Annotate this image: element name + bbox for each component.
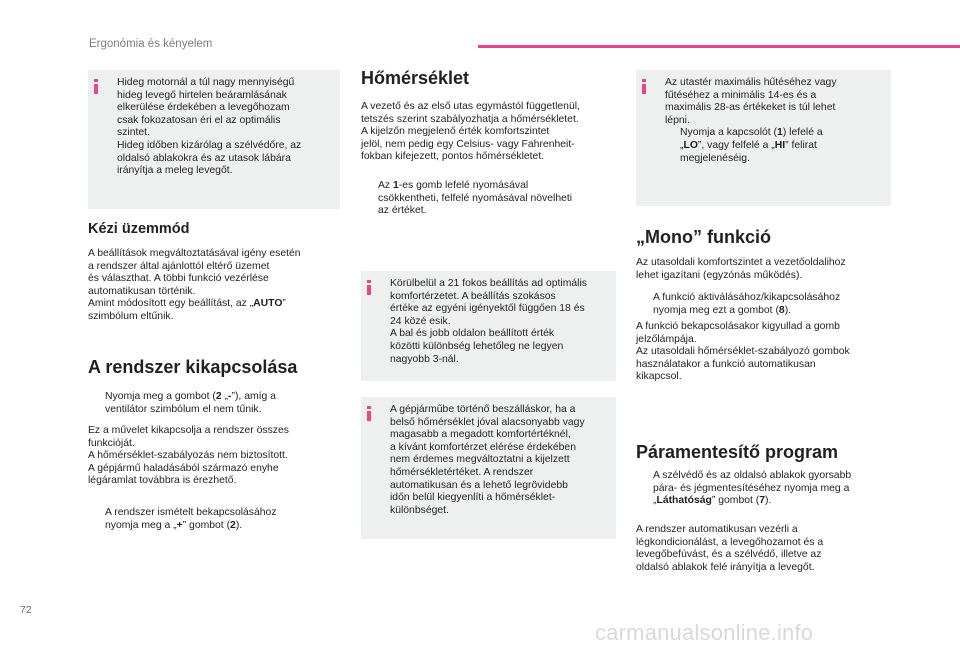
section-heading-system-off: A rendszer kikapcsolása — [88, 357, 298, 377]
info-icon — [367, 406, 371, 421]
bullet-text: Nyomja a kapcsolót (1) lefelé a „LO”, vagy felfelé a „HI” felirat megjelenéséig. — [680, 127, 823, 164]
manual-text-part: A beállítások megváltoztatásával igény esetén a rendszer által ajánlottól eltérő üzemet és választhat. A többi funkció vezérlése automatikusan történik. Amint módosított egy beállítást, az „ — [88, 248, 301, 310]
info-icon — [642, 79, 646, 94]
temperature-text: A vezető és az első utas egymástól függetlenül, tetszés szerint szabályozhatja a hőmérsékletet. A kijelzőn megjelenő érték komfortszintet jelöl, nem pedig egy Celsius- vagy Fahrenheit- fokban kifejezett, pontos hőmérsékletet. — [361, 101, 580, 163]
section-heading-manual-mode: Kézi üzemmód — [88, 221, 190, 237]
manual-mode-text — [88, 248, 348, 324]
info-box-max-cooling — [636, 70, 891, 206]
bullet-text: A szélvédő és az oldalsó ablakok gyorsabb pára- és jégmentesítéséhez nyomja meg a „Láthatóság” gombot (7). — [653, 470, 852, 507]
bullet-text: Az 1-es gomb lefelé nyomásával csökkentheti, felfelé nyomásával növelheti az értéket. — [378, 180, 573, 217]
bullet-text: A funkció aktiválásához/kikapcsolásához nyomja meg ezt a gombot (8). — [653, 292, 841, 316]
info-box-text: Körülbelül a 21 fokos beállítás ad optimális komfortérzetet. A beállítás szokásos értéke az egyéni igényektől függően 18 és 24 közé esik. A bal és jobb oldalon beállított érték közötti különbség lehetőleg ne legyen nagyobb 3-nál. — [390, 278, 587, 365]
bullet-system-off — [88, 391, 348, 416]
info-box-entering-vehicle — [361, 397, 616, 539]
bullet-text: Nyomja meg a gombot (2 „-”), amíg a ventilátor szimbólum el nem tűnik. — [105, 391, 276, 415]
defog-text: A rendszer automatikusan vezérli a légkondicionálást, a levegőhozamot és a levegőbefúvást, és a szélvédő, illetve az oldalsó ablakok felé irányítja a levegőt. — [636, 524, 824, 573]
mono-after-text: A funkció bekapcsolásakor kigyullad a gomb jelzőlámpája. Az utasoldali hőmérséklet-szabályozó gombok használatakor a funkció automatikusan kikapcsol. — [636, 321, 850, 383]
info-icon — [94, 79, 98, 94]
bullet-text: A rendszer ismételt bekapcsolásához nyomja meg a „+” gombot (2). — [105, 507, 277, 531]
bullet-system-on — [88, 507, 348, 532]
mono-text: Az utasoldali komfortszintet a vezetőoldalihoz lehet igazítani (egyzónás működés). — [636, 257, 846, 281]
page-number: 72 — [20, 604, 32, 616]
section-heading-temperature: Hőmérséklet — [361, 68, 470, 88]
section-heading-defog: Páramentesítő program — [636, 442, 839, 462]
bullet-defog — [636, 470, 898, 508]
header-accent-bar — [478, 45, 960, 48]
system-off-text: Ez a művelet kikapcsolja a rendszer összes funkcióját. A hőmérséklet-szabályozás nem biztosított. A gépjármű haladásából származó enyhe légáramlat továbbra is érezhető. — [88, 425, 289, 487]
section-heading-mono: „Mono” funkció — [636, 227, 771, 247]
info-box-cold-engine — [88, 70, 340, 209]
info-box-optimal-setting — [361, 271, 616, 381]
info-icon — [367, 280, 371, 295]
auto-label: AUTO — [253, 298, 283, 310]
header-title: Ergonómia és kényelem — [89, 38, 213, 50]
bullet-mono — [636, 292, 898, 317]
info-box-text: A gépjárműbe történő beszálláskor, ha a belső hőmérséklet jóval alacsonyabb vagy magasabb a megadott komfortértéknél, a kívánt komfortérzet elérése érdekében nem érdemes megváltoztatni a kijelzett hőmérsékletértéket. A rendszer automatikusan és a lehető legrövidebb időn belül kiegyenlíti a hőmérséklet- különbséget. — [390, 404, 585, 516]
info-box-text: Az utastér maximális hűtéséhez vagy fűtéséhez a minimális 14-es és a maximális 28-as értékeket is túl lehet lépni. — [665, 77, 837, 126]
bullet-temperature — [361, 180, 623, 218]
manual-text-part: ” szimbólum eltűnik. — [88, 298, 286, 322]
info-box-bullet — [665, 127, 883, 165]
info-box-text: Hideg motornál a túl nagy mennyiségű hideg levegő hirtelen beáramlásának elkerülése érdekében a levegőhozam csak fokozatosan éri el az optimális szintet. Hideg időben kizárólag a szélvédőre, az oldalsó ablakokra és az utasok lábára irányítja a meleg levegőt. — [117, 77, 302, 177]
watermark: carmanualsonline.info — [595, 620, 814, 645]
